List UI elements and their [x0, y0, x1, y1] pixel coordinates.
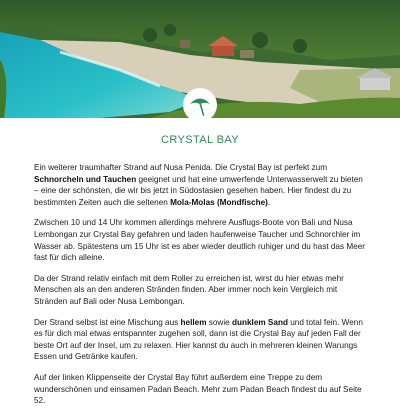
beach-umbrella-icon [183, 88, 217, 122]
article-body [34, 162, 368, 416]
paragraph-intro: Ein weiterer traumhafter Strand auf Nusa Penida. Die Crystal Bay ist perfekt zum Schnorcheln und Tauchen geeignet und hat eine umwerfende Unterwasserwelt zu bieten – eine der schönsten, die wir bis jetzt in Südostasien gesehen haben. Hier findest du zu bestimmten Zeiten auch die seltenen Mola-Molas (Mondfische). [34, 163, 363, 207]
paragraph-access: Da der Strand relativ einfach mit dem Roller zu erreichen ist, wirst du hier etwas mehr Menschen als an den anderen Stränden finden. Aber immer noch kein Vergleich mit Stränden auf Bali oder Nusa Lembongan. [34, 273, 344, 306]
paragraph-padan-beach: Auf der linken Klippenseite der Crystal Bay führt außerdem eine Treppe zu dem wunderschönen und einsamen Padan Beach. Mehr zum Padan Beach findest du auf Seite 52. [34, 372, 362, 406]
paragraph-sand: Der Strand selbst ist eine Mischung aus hellem sowie dunklem Sand und total fein. Wenn es für dich mal etwas entspannter zugehen soll, dann ist die Crystal Bay auf jeden Fall der beste Ort auf der Insel, um zu relaxen. Hier kannst du auch in mehreren kleinen Warungs Essen und Getränke kaufen. [34, 317, 363, 362]
page-title: CRYSTAL BAY [161, 134, 239, 146]
paragraph-boats: Zwischen 10 und 14 Uhr kommen allerdings mehrere Ausflugs-Boote von Bali und Nusa Lembongan zur Crystal Bay gefahren und laden haufenweise Taucher und Schnorchler im Wasser ab. Spätestens um 15 Uhr ist es aber wieder deutlich ruhiger und du hast das Meer fast für dich alleine. [34, 218, 366, 263]
